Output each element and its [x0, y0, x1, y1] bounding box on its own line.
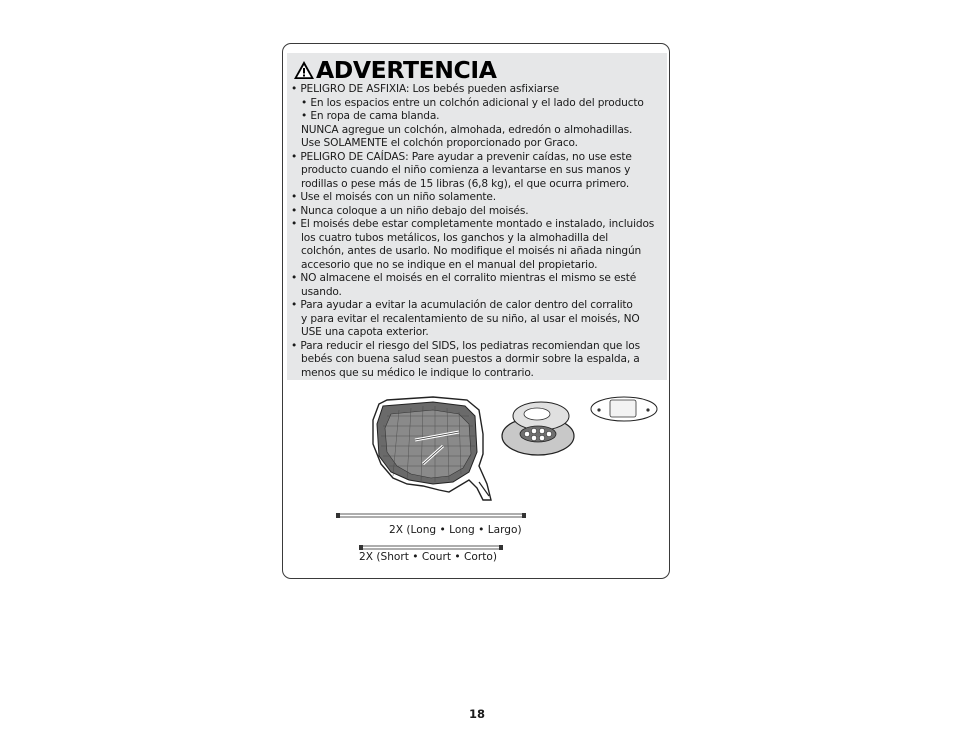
- warning-panel: [282, 43, 670, 579]
- mount-bracket-drawing: [591, 397, 657, 421]
- warning-line: USE una capota exterior.: [301, 326, 429, 338]
- warning-line: • PELIGRO DE ASFIXIA: Los bebés pueden asfixiarse: [291, 83, 559, 95]
- warning-line: • Nunca coloque a un niño debajo del moisés.: [291, 204, 529, 217]
- long-tube-drawing: [336, 513, 526, 518]
- page-number: 18: [468, 707, 485, 721]
- warning-line: • En los espacios entre un colchón adicional y el lado del producto: [301, 96, 644, 109]
- warning-line: • PELIGRO DE CAÍDAS: Pare ayudar a prevenir caídas, no use este: [291, 150, 632, 163]
- warning-line: • En ropa de cama blanda.: [301, 110, 440, 122]
- warning-line: usando.: [301, 285, 342, 298]
- warning-line: • El moisés debe estar completamente montado e instalado, incluidos: [291, 218, 655, 230]
- warning-line: accesorio que no se indique en el manual del propietario.: [301, 258, 598, 271]
- warning-triangle-icon: [293, 60, 315, 80]
- warning-line: y para evitar el recalentamiento de su niño, al usar el moisés, NO: [301, 312, 640, 325]
- warning-line: bebés con buena salud sean puestos a dormir sobre la espalda, a: [301, 353, 640, 365]
- warning-heading: [293, 56, 663, 83]
- vibration-unit-drawing: [502, 402, 574, 455]
- warning-text: [291, 83, 663, 380]
- long-tube-label: 2X (Long • Long • Largo): [389, 524, 522, 536]
- bassinet-pad-drawing: [373, 397, 491, 500]
- warning-line: • Para ayudar a evitar la acumulación de calor dentro del corralito: [291, 299, 633, 311]
- warning-line: los cuatro tubos metálicos, los ganchos y la almohadilla del: [301, 231, 608, 244]
- warning-box: [287, 53, 667, 380]
- warning-line: • Para reducir el riesgo del SIDS, los pediatras recomiendan que los: [291, 339, 640, 352]
- warning-line: • Use el moisés con un niño solamente.: [291, 191, 497, 203]
- warning-line: menos que su médico le indique lo contrario.: [301, 366, 534, 379]
- warning-line: rodillas o pese más de 15 libras (6,8 kg), el que ocurra primero.: [301, 177, 630, 190]
- warning-line: producto cuando el niño comienza a levantarse en sus manos y: [301, 164, 631, 176]
- short-tube-drawing: [359, 545, 503, 550]
- warning-line: • NO almacene el moisés en el corralito mientras el mismo se esté: [291, 272, 637, 284]
- warning-line: Use SOLAMENTE el colchón proporcionado por Graco.: [301, 137, 578, 149]
- warning-line: colchón, antes de usarlo. No modifique el moisés ni añada ningún: [301, 245, 642, 257]
- warning-title: ADVERTENCIA: [316, 55, 497, 84]
- warning-line: NUNCA agregue un colchón, almohada, edredón o almohadillas.: [301, 123, 633, 136]
- short-tube-label: 2X (Short • Court • Corto): [359, 551, 497, 563]
